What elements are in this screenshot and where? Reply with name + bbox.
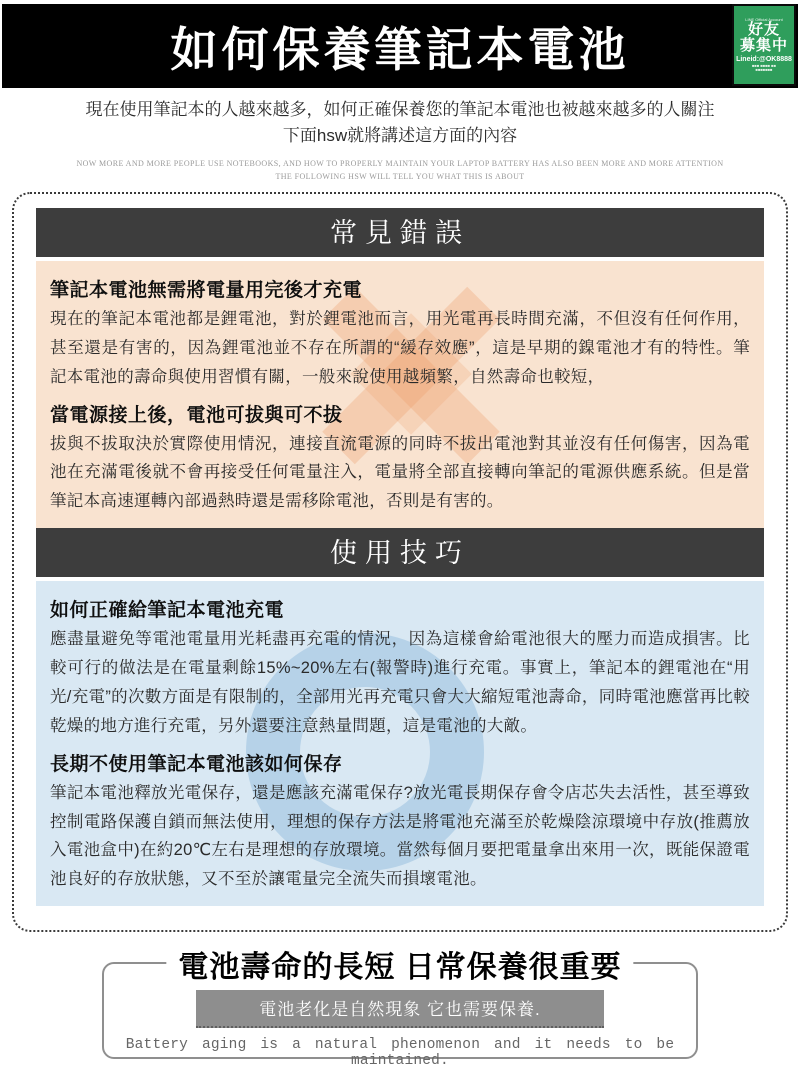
outro-highlight-bar: 電池老化是自然現象 它也需要保養. xyxy=(196,990,604,1028)
intro-english-line-2: THE FOLLOWING HSW WILL TELL YOU WHAT THIS IS ABOUT xyxy=(275,172,525,182)
section-common-mistakes xyxy=(36,261,764,528)
battery-care-poster xyxy=(0,4,800,1069)
intro-english-line-1: NOW MORE AND MORE PEOPLE USE NOTEBOOKS, AND HOW TO PROPERLY MAINTAIN YOUR LAPTOP BATTERY HAS ALSO BEEN MORE AND MORE ATTENTION xyxy=(76,158,724,168)
intro-line-1: 現在使用筆記本的人越來越多，如何正確保養您的筆記本電池也被越來越多的人關注 xyxy=(85,100,715,119)
badge-text-line2: 募集中 xyxy=(739,37,788,55)
intro-line-2: 下面hsw就將講述這方面的內容 xyxy=(282,126,518,146)
tip-2-paragraph: 筆記本電池釋放光電保存，還是應該充滿電保存?放光電長期保存會令店芯失去活性，甚至導致控制電路保護自鎖而無法使用，理想的保存方法是將電池充滿至於乾燥陰涼環境中存放(推薦放入電池盒中)在約20℃左右是理想的存放環境。當然每個月要把電量拿出來用一次，既能保證電池良好的存放狀態，又不至於讓電量完全流失而損壞電池。 xyxy=(50,783,750,889)
section-usage-tips xyxy=(36,581,764,906)
badge-text-line1: 好友 xyxy=(747,20,780,38)
line-official-account-label: LINE Official Account xyxy=(745,16,783,22)
outro-box xyxy=(102,951,698,1069)
mistake-1-paragraph: 現在的筆記本電池都是鋰電池，對於鋰電池而言，用光電再長時間充滿，不但沒有任何作用，甚至還是有害的，因為鋰電池並不存在所謂的“緩存效應”，這是早期的鎳電池才有的特性。筆記本電池的壽命與使用習慣有關，一般來說使用越頻繁，自然壽命也較短， xyxy=(50,309,750,386)
line-friend-badge xyxy=(732,4,796,86)
outro-title: 電池壽命的長短 日常保養很重要 xyxy=(166,942,633,986)
outro-english-line: Battery aging is a natural phenomenon and it needs to be maintained. xyxy=(125,1037,675,1069)
section-header-usage-tips: 使用技巧 xyxy=(36,528,764,577)
mistake-1-heading: 筆記本電池無需將電量用完後才充電 xyxy=(50,279,363,301)
banner xyxy=(2,4,798,88)
badge-micro-text-1: ■■■ ■■■■ ■■ xyxy=(752,62,776,68)
tip-1-paragraph: 應盡量避免等電池電量用光耗盡再充電的情況，因為這樣會給電池很大的壓力而造成損害。比較可行的做法是在電量剩餘15%~20%左右(報警時)進行充電。事實上，筆記本的鋰電池在“用光/充電”的次數方面是有限制的，全部用光再充電只會大大縮短電池壽命，同時電池應當再比較乾燥的地方進行充電，另外還要注意熱量問題，這是電池的大敵。 xyxy=(50,630,750,735)
tip-2-heading: 長期不使用筆記本電池該如何保存 xyxy=(50,753,343,775)
badge-micro-text-2: ■■■■■■■ xyxy=(755,67,773,73)
tip-1-heading: 如何正確給筆記本電池充電 xyxy=(50,600,285,622)
mistake-2-heading: 當電源接上後，電池可拔與可不拔 xyxy=(50,404,343,426)
dotted-content-box xyxy=(12,192,788,932)
badge-line-id: Lineid:@OK8888 xyxy=(736,55,792,63)
intro-block xyxy=(0,97,800,184)
section-header-common-mistakes: 常見錯誤 xyxy=(36,208,764,257)
mistake-2-paragraph: 拔與不拔取決於實際使用情況，連接直流電源的同時不拔出電池對其並沒有任何傷害，因為電池在充滿電後就不會再接受任何電量注入，電量將全部直接轉向筆記的電源供應系統。但是當筆記本高速運轉內部過熱時還是需移除電池，否則是有害的。 xyxy=(50,434,750,511)
page-title: 如何保養筆記本電池 xyxy=(170,22,630,76)
